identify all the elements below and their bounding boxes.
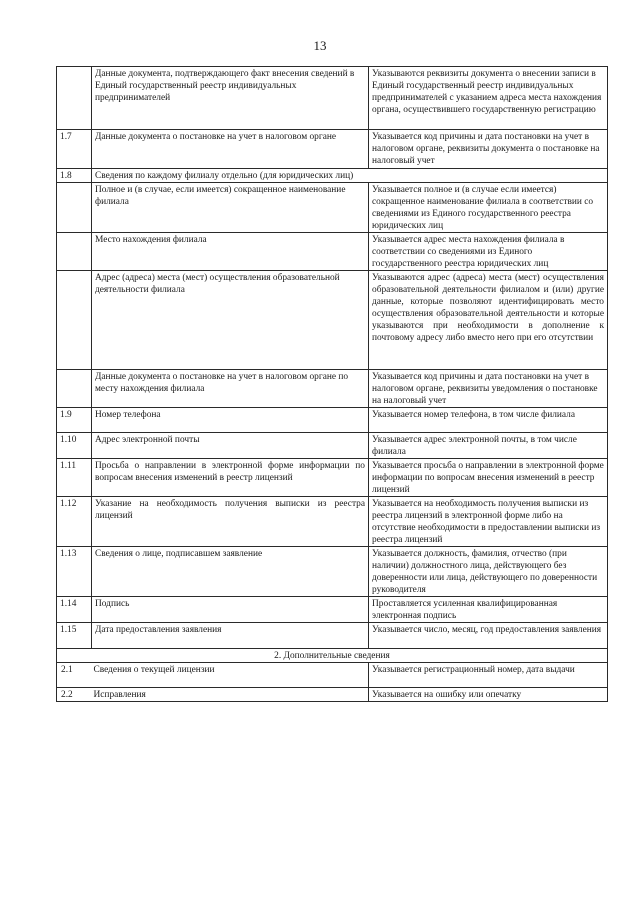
field-description: Указывается регистрационный номер, дата выдачи [369, 663, 608, 688]
row-number: 1.9 [57, 408, 92, 433]
row-number: 2.2 [57, 688, 92, 702]
field-description: Указывается на ошибку или опечатку [369, 688, 608, 702]
field-name: Данные документа о постановке на учет в налоговом органе по месту нахождения филиала [92, 370, 369, 408]
table-row [57, 623, 608, 649]
table-row [57, 271, 608, 370]
row-number: 1.11 [57, 459, 92, 497]
field-name: Номер телефона [92, 408, 369, 433]
row-number: 1.13 [57, 547, 92, 597]
table-row [57, 370, 608, 408]
row-number [57, 183, 92, 233]
field-name: Данные документа о постановке на учет в налоговом органе [92, 130, 369, 169]
table-row [57, 233, 608, 271]
row-number: 2.1 [57, 663, 92, 688]
table-row [57, 497, 608, 547]
requirements-table [56, 66, 608, 702]
field-name: Место нахождения филиала [92, 233, 369, 271]
table-row [57, 169, 608, 183]
row-number: 1.10 [57, 433, 92, 459]
row-number [57, 233, 92, 271]
table-row [57, 130, 608, 169]
field-name: Сведения о текущей лицензии [92, 663, 369, 688]
table-row [57, 597, 608, 623]
page-number: 13 [313, 38, 327, 53]
field-name: Данные документа, подтверждающего факт внесения сведений в Единый государственный реестр индивидуальных предпринимателей [92, 67, 369, 130]
field-description: Указывается полное и (в случае если имеется) сокращенное наименование филиала в соответствии со сведениями из Единого государственного реестра юридических лиц [369, 183, 608, 233]
field-description: Указывается адрес электронной почты, в том числе филиала [369, 433, 608, 459]
field-name: Дата предоставления заявления [92, 623, 369, 649]
field-description: Указывается номер телефона, в том числе филиала [369, 408, 608, 433]
field-name: Подпись [92, 597, 369, 623]
field-name: Адрес (адреса) места (мест) осуществления образовательной деятельности филиала [92, 271, 369, 370]
row-number: 1.7 [57, 130, 92, 169]
field-name: Адрес электронной почты [92, 433, 369, 459]
row-number [57, 271, 92, 370]
field-description: Указывается на необходимость получения выписки из реестра лицензий в электронной форме либо на отсутствие необходимости в предоставлении выписки из реестра лицензий [369, 497, 608, 547]
field-description: Указывается адрес места нахождения филиала в соответствии со сведениями из Единого государственного реестра юридических лиц [369, 233, 608, 271]
table-row [57, 67, 608, 130]
table-row [57, 433, 608, 459]
field-description: Указывается просьба о направлении в электронной форме информации по вопросам внесения изменений в реестр лицензий [369, 459, 608, 497]
table-row [57, 663, 608, 688]
table-row [57, 408, 608, 433]
field-name: Указание на необходимость получения выписки из реестра лицензий [92, 497, 369, 547]
field-name: Просьба о направлении в электронной форме информации по вопросам внесения изменений в реестр лицензий [92, 459, 369, 497]
field-name: Исправления [92, 688, 369, 702]
row-number: 1.12 [57, 497, 92, 547]
branch-section-heading: Сведения по каждому филиалу отдельно (для юридических лиц) [92, 169, 608, 183]
field-description: Указывается число, месяц, год предоставления заявления [369, 623, 608, 649]
section-heading-row [57, 649, 608, 663]
field-description: Указываются реквизиты документа о внесении записи в Единый государственный реестр индивидуальных предпринимателей с указанием адреса места нахождения органа, осуществившего государственную регистрацию [369, 67, 608, 130]
table-row [57, 183, 608, 233]
field-description: Указываются адрес (адреса) места (мест) осуществления образовательной деятельности филиалом и (или) другие данные, которые позволяют идентифицировать место осуществления образовательной деятельности и которые указываются при необходимости в дополнение к почтовому адресу либо вместо него при его отсутствии [369, 271, 608, 370]
field-description: Указывается код причины и дата постановки на учет в налоговом органе, реквизиты документа о постановке на налоговый учет [369, 130, 608, 169]
row-number: 1.8 [57, 169, 92, 183]
row-number: 1.14 [57, 597, 92, 623]
row-number [57, 67, 92, 130]
table-row [57, 459, 608, 497]
section-heading: 2. Дополнительные сведения [57, 649, 608, 663]
field-name: Сведения о лице, подписавшем заявление [92, 547, 369, 597]
table-row [57, 688, 608, 702]
field-description: Проставляется усиленная квалифицированная электронная подпись [369, 597, 608, 623]
row-number: 1.15 [57, 623, 92, 649]
table-row [57, 547, 608, 597]
field-description: Указывается код причины и дата постановки на учет в налоговом органе, реквизиты уведомления о постановке на налоговый учет [369, 370, 608, 408]
field-name: Полное и (в случае, если имеется) сокращенное наименование филиала [92, 183, 369, 233]
row-number [57, 370, 92, 408]
field-description: Указывается должность, фамилия, отчество (при наличии) должностного лица, действующего без доверенности или лица, действующего по доверенности руководителя [369, 547, 608, 597]
